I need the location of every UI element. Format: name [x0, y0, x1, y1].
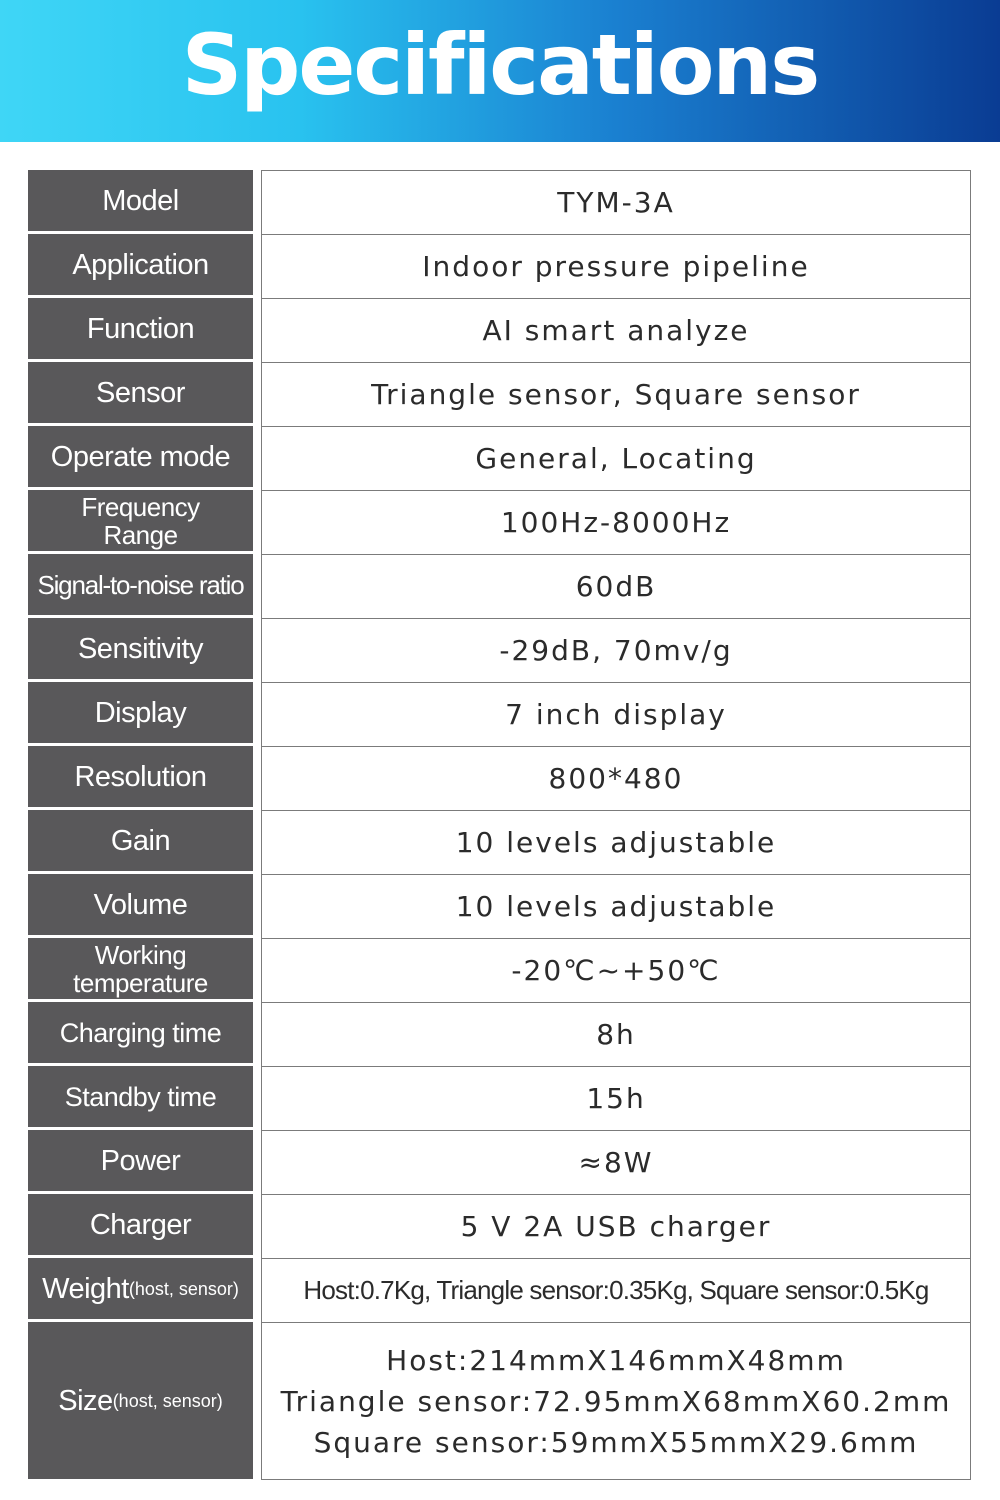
spec-label: Display [28, 682, 253, 743]
spec-value: 10 levels adjustable [261, 810, 971, 874]
spec-label: Function [28, 298, 253, 359]
spec-row-charging-time [28, 1002, 971, 1066]
spec-row-application [28, 234, 971, 298]
spec-label: Volume [28, 874, 253, 935]
spec-row-operate-mode [28, 426, 971, 490]
spec-row-power [28, 1130, 971, 1194]
spec-value: -29dB, 70mv/g [261, 618, 971, 682]
spec-label-sub: (host, sensor) [112, 1390, 223, 1411]
spec-label [28, 490, 253, 551]
spec-label-sub: (host, sensor) [128, 1278, 239, 1299]
header-banner [0, 0, 1000, 142]
spec-label: Sensor [28, 362, 253, 423]
spec-row-signal-to-noise [28, 554, 971, 618]
spec-value: 60dB [261, 554, 971, 618]
spec-label: Application [28, 234, 253, 295]
spec-value: Host:0.7Kg, Triangle sensor:0.35Kg, Square sensor:0.5Kg [261, 1258, 971, 1322]
spec-label-main: Size [58, 1384, 113, 1417]
spec-label-line: Working [94, 939, 187, 970]
spec-row-display [28, 682, 971, 746]
spec-value: 15h [261, 1066, 971, 1130]
spec-value: AI smart analyze [261, 298, 971, 362]
spec-label-main: Weight [42, 1272, 129, 1305]
spec-label [28, 938, 253, 999]
spec-row-volume [28, 874, 971, 938]
page-title: Specifications [181, 16, 819, 114]
spec-value: 100Hz-8000Hz [261, 490, 971, 554]
spec-value: TYM-3A [261, 170, 971, 234]
spec-label-line: Frequency [81, 491, 200, 522]
spec-row-weight [28, 1258, 971, 1322]
spec-row-frequency-range [28, 490, 971, 554]
spec-label-line: temperature [73, 967, 208, 998]
spec-label: Resolution [28, 746, 253, 807]
spec-label: Charging time [28, 1002, 253, 1063]
spec-row-standby-time [28, 1066, 971, 1130]
spec-label: Signal-to-noise ratio [28, 554, 253, 615]
spec-label: Operate mode [28, 426, 253, 487]
spec-table [28, 170, 971, 1482]
spec-value-line: Square sensor:59mmX55mmX29.6mm [313, 1425, 919, 1459]
spec-value: -20℃~+50℃ [261, 938, 971, 1002]
spec-value: 5 V 2A USB charger [261, 1194, 971, 1258]
spec-row-function [28, 298, 971, 362]
spec-row-size [28, 1322, 971, 1482]
spec-value: Triangle sensor, Square sensor [261, 362, 971, 426]
spec-row-gain [28, 810, 971, 874]
spec-label: Gain [28, 810, 253, 871]
spec-label: Standby time [28, 1066, 253, 1127]
spec-value: 7 inch display [261, 682, 971, 746]
spec-label: Charger [28, 1194, 253, 1255]
spec-label-line: Range [103, 519, 178, 550]
spec-label: Sensitivity [28, 618, 253, 679]
spec-value: Indoor pressure pipeline [261, 234, 971, 298]
spec-value: 10 levels adjustable [261, 874, 971, 938]
spec-row-model [28, 170, 971, 234]
spec-label: Power [28, 1130, 253, 1191]
spec-value [261, 1322, 971, 1480]
spec-value: General, Locating [261, 426, 971, 490]
spec-label: Model [28, 170, 253, 231]
spec-value-line: Triangle sensor:72.95mmX68mmX60.2mm [280, 1384, 952, 1418]
spec-label [28, 1322, 253, 1479]
spec-row-charger [28, 1194, 971, 1258]
spec-row-sensitivity [28, 618, 971, 682]
spec-row-working-temperature [28, 938, 971, 1002]
spec-value: 8h [261, 1002, 971, 1066]
spec-value: ≈8W [261, 1130, 971, 1194]
spec-row-resolution [28, 746, 971, 810]
spec-value: 800*480 [261, 746, 971, 810]
spec-value-line: Host:214mmX146mmX48mm [386, 1343, 846, 1377]
spec-row-sensor [28, 362, 971, 426]
spec-label [28, 1258, 253, 1319]
